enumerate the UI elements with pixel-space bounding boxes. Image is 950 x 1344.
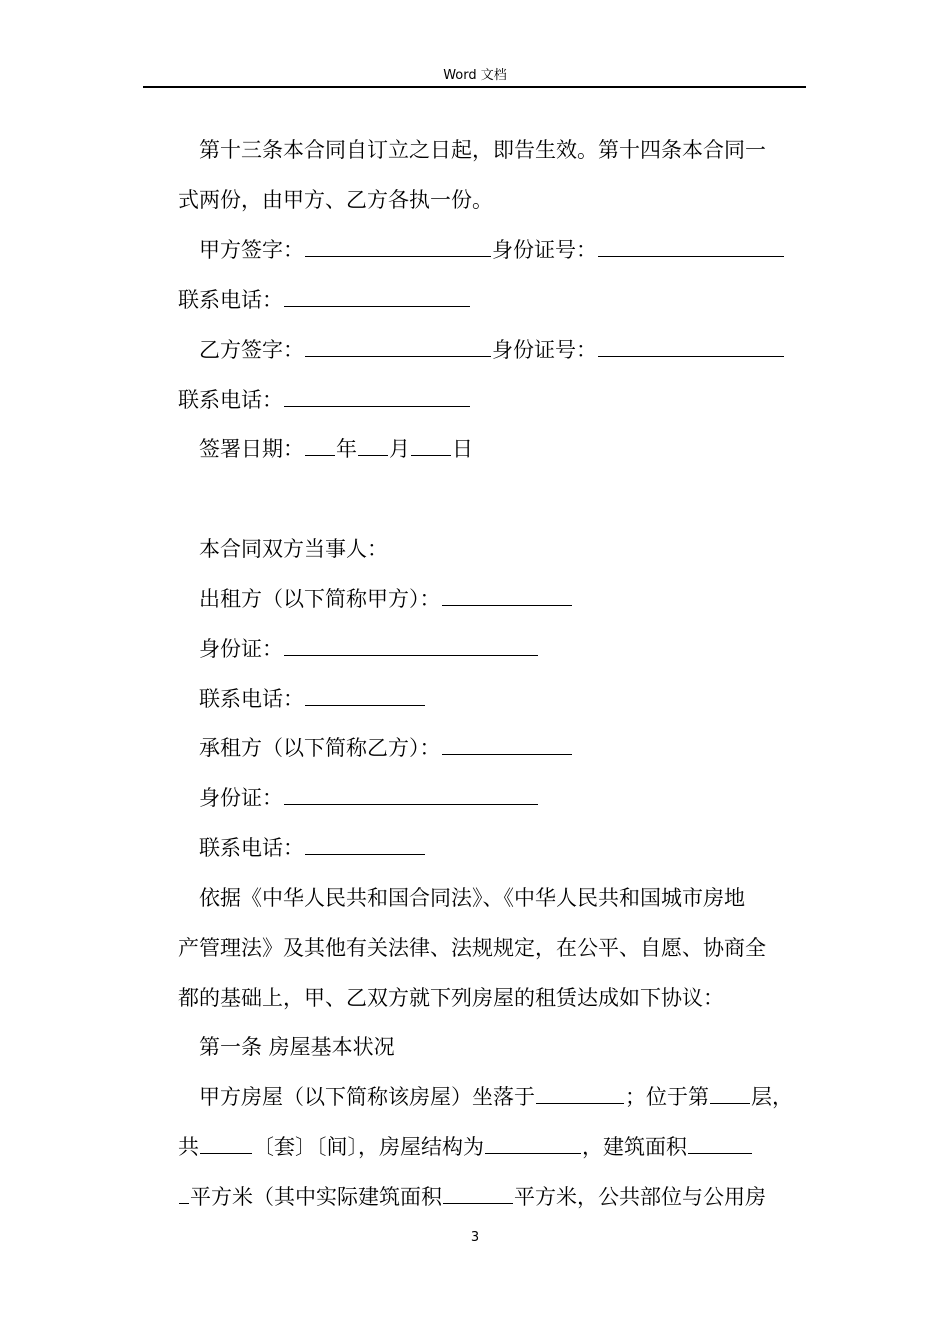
- year-blank[interactable]: [305, 437, 335, 456]
- article-1-line: [178, 1185, 766, 1209]
- id-number-blank[interactable]: [598, 238, 784, 257]
- page-number: 3: [470, 1230, 480, 1245]
- signature-blank[interactable]: [305, 238, 491, 257]
- header-rule: [143, 86, 806, 88]
- paragraph-line: 式两份，由甲方、乙方各执一份。: [178, 188, 493, 212]
- text-run: 平方米（其中实际建筑面积: [190, 1185, 442, 1209]
- lessee-phone-label: 联系电话：: [199, 836, 304, 860]
- party-a-phone-line: [178, 288, 471, 312]
- party-b-id-label: 身份证号：: [492, 338, 597, 362]
- signature-blank[interactable]: [305, 338, 491, 357]
- text-run: 共: [178, 1135, 199, 1159]
- paragraph-line: [199, 886, 802, 910]
- lessee-line: [199, 736, 573, 760]
- day-label: 日: [452, 437, 473, 461]
- lessee-phone-line: [199, 836, 426, 860]
- paragraph-line: [199, 138, 823, 162]
- lessor-label: 出租方（以下简称甲方）：: [199, 587, 441, 611]
- floor-blank[interactable]: [710, 1085, 750, 1104]
- lessee-id-blank[interactable]: [284, 786, 538, 805]
- lessor-line: [199, 587, 573, 611]
- lessee-id-line: [199, 786, 539, 810]
- year-label: 年: [336, 437, 357, 461]
- lessor-name-blank[interactable]: [442, 587, 572, 606]
- lessor-id-label: 身份证：: [199, 637, 283, 661]
- structure-blank[interactable]: [485, 1135, 581, 1154]
- signing-date-line: [199, 437, 473, 461]
- month-blank[interactable]: [358, 437, 388, 456]
- address-blank[interactable]: [536, 1085, 624, 1104]
- text-run: 〔套〕〔间〕，房屋结构为: [253, 1135, 484, 1159]
- lessor-phone-line: [199, 687, 426, 711]
- party-b-phone-label: 联系电话：: [178, 388, 283, 412]
- month-label: 月: [389, 437, 410, 461]
- area-blank-continued[interactable]: [179, 1185, 189, 1204]
- text-run: ，建筑面积: [582, 1135, 687, 1159]
- lessor-phone-blank[interactable]: [305, 687, 425, 706]
- lessee-label: 承租方（以下简称乙方）：: [199, 736, 441, 760]
- party-b-signature-line: [199, 338, 785, 362]
- lessee-id-label: 身份证：: [199, 786, 283, 810]
- party-a-id-label: 身份证号：: [492, 238, 597, 262]
- actual-area-blank[interactable]: [443, 1185, 513, 1204]
- text-run: 平方米，公共部位与公用房: [514, 1185, 766, 1209]
- text-run: 依据《中华人民共和国合同法》、《中华人民共和国城市房地: [199, 886, 745, 910]
- phone-blank[interactable]: [284, 288, 470, 307]
- paragraph-line: 都的基础上，甲、乙双方就下列房屋的租赁达成如下协议：: [178, 986, 724, 1010]
- article-1-title: 第一条 房屋基本状况: [199, 1035, 395, 1059]
- date-label: 签署日期：: [199, 437, 304, 461]
- lessor-id-line: [199, 637, 539, 661]
- lessor-id-blank[interactable]: [284, 637, 538, 656]
- text-run: 产管理法》及其他有关法律、法规规定，在公平、自愿、协商全: [178, 936, 766, 960]
- area-blank[interactable]: [688, 1135, 752, 1154]
- paragraph-line: [178, 936, 802, 960]
- party-a-signature-line: [199, 238, 785, 262]
- lessee-name-blank[interactable]: [442, 736, 572, 755]
- party-a-sign-label: 甲方签字：: [199, 238, 304, 262]
- lessor-phone-label: 联系电话：: [199, 687, 304, 711]
- header-title: Word 文档: [443, 68, 507, 83]
- text-run: 甲方房屋（以下简称该房屋）坐落于: [199, 1085, 535, 1109]
- article-1-line: [199, 1085, 793, 1109]
- phone-blank[interactable]: [284, 388, 470, 407]
- id-number-blank[interactable]: [598, 338, 784, 357]
- party-a-phone-label: 联系电话：: [178, 288, 283, 312]
- text-run: 第十三条本合同自订立之日起，即告生效。第十四条本合同一: [199, 138, 766, 162]
- text-run: ；位于第: [625, 1085, 709, 1109]
- day-blank[interactable]: [411, 437, 451, 456]
- party-b-phone-line: [178, 388, 471, 412]
- unit-count-blank[interactable]: [200, 1135, 252, 1154]
- text-run: 层，: [751, 1085, 793, 1109]
- article-1-line: [178, 1135, 753, 1159]
- lessee-phone-blank[interactable]: [305, 836, 425, 855]
- party-b-sign-label: 乙方签字：: [199, 338, 304, 362]
- parties-heading: 本合同双方当事人：: [199, 537, 388, 561]
